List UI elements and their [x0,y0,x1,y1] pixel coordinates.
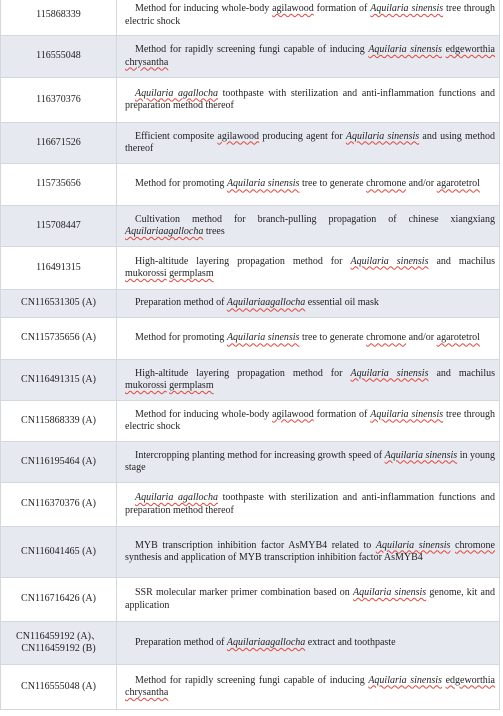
patent-title-cell: Aquilaria agallocha toothpaste with sterilization and anti-inflammation functions and preparation method thereof [117,78,500,123]
patent-number-cell: CN115868339 (A) [1,401,117,442]
term: agarotetrol [436,178,480,190]
term: chrysantha [125,56,169,68]
patent-number-cell: CN116491315 (A) [1,360,117,401]
patent-table-body [1,0,500,710]
table-row [1,527,500,578]
table-row [1,78,500,123]
table-row [1,442,500,483]
patent-number-cell: CN116041465 (A) [1,527,117,578]
species-name: Aquilariaagallocha [226,297,306,309]
patent-title-cell: Intercropping planting method for increasing growth speed of Aquilaria sinensis in young stage [117,442,500,483]
species-name: Aquilaria agallocha [135,492,218,503]
patent-title-cell: Method for inducing whole-body agilawood formation of Aquilaria sinensis tree through electric shock [117,0,500,36]
table-row [1,0,500,36]
patent-title-cell: Preparation method of Aquilariaagallocha essential oil mask [117,290,500,318]
species-name: Aquilaria sinensis [370,408,444,420]
species-name: Aquilaria sinensis [368,674,442,686]
species-name: Aquilaria sinensis [370,3,444,14]
term: agarotetrol [436,332,480,344]
patent-title-cell: Method for promoting Aquilaria sinensis tree to generate chromone and/or agarotetrol [117,318,500,360]
patent-number-cell: CN116531305 (A) [1,290,117,318]
term: mukorossi [125,268,167,279]
table-row [1,164,500,206]
species-name: Aquilaria sinensis [350,367,429,379]
species-name: Aquilaria sinensis [384,449,458,461]
term: chrysantha [125,687,169,698]
table-row [1,318,500,360]
patent-number-cell: 115735656 [1,164,117,206]
patent-number-cell: CN115735656 (A) [1,318,117,360]
patent-title-cell: High-altitude layering propagation method for Aquilaria sinensis and machilus mukorossi germplasm [117,247,500,290]
patent-title-cell: SSR molecular marker primer combination based on Aquilaria sinensis genome, kit and application [117,578,500,622]
term: chromone [366,178,407,190]
patent-number-cell: 116491315 [1,247,117,290]
table-row [1,665,500,710]
table-row [1,290,500,318]
patent-number-cell: CN116716426 (A) [1,578,117,622]
patent-number-cell: CN116195464 (A) [1,442,117,483]
table-row [1,578,500,622]
term: agilawood [217,130,260,142]
term: mukorossi [125,380,167,391]
patent-title-cell: Method for rapidly screening fungi capable of inducing Aquilaria sinensis edgeworthia chrysantha [117,36,500,78]
term: chromone [366,332,407,344]
term: chromone [455,539,495,551]
term: germplasm [169,380,214,391]
patent-title-cell: Aquilaria agallocha toothpaste with sterilization and anti-inflammation functions and preparation method thereof [117,483,500,527]
patent-title-cell: Method for inducing whole-body agilawood formation of Aquilaria sinensis tree through electric shock [117,401,500,442]
patent-number-cell: 115708447 [1,206,117,247]
patent-number-cell: CN116555048 (A) [1,665,117,710]
term: edgeworthia [445,44,495,55]
table-row [1,360,500,401]
patent-title-cell: Method for rapidly screening fungi capable of inducing Aquilaria sinensis edgeworthia chrysantha [117,665,500,710]
patent-number-cell: CN116370376 (A) [1,483,117,527]
table-row [1,36,500,78]
table-row [1,401,500,442]
table-row [1,206,500,247]
patent-title-cell: MYB transcription inhibition factor AsMYB4 related to Aquilaria sinensis chromone synthesis and application of MYB transcription inhibition factor AsMYB4 [117,527,500,578]
patent-number-cell: CN116459192 (A)、CN116459192 (B) [1,622,117,665]
species-name: Aquilaria sinensis [352,587,427,598]
patent-number-cell: 116671526 [1,123,117,164]
table-row [1,483,500,527]
patent-number-cell: 116370376 [1,78,117,123]
species-name: Aquilariaagallocha [226,636,306,648]
term: germplasm [169,268,214,279]
species-name: Aquilaria sinensis [375,539,451,551]
species-name: Aquilaria sinensis [345,130,420,142]
patent-title-cell: Cultivation method for branch-pulling propagation of chinese xiangxiang Aquilariaagallocha trees [117,206,500,247]
table-row [1,622,500,665]
species-name: Aquilaria sinensis [226,332,300,344]
species-name: Aquilaria sinensis [350,255,429,267]
patent-number-cell: 115868339 [1,0,117,36]
patent-number-cell: 116555048 [1,36,117,78]
species-name: Aquilariaagallocha [125,226,204,237]
table-row [1,247,500,290]
patent-title-cell: Preparation method of Aquilariaagallocha extract and toothpaste [117,622,500,665]
term: agilawood [272,408,314,420]
species-name: Aquilaria sinensis [226,178,300,190]
table-row [1,123,500,164]
term: edgeworthia [445,674,495,686]
patent-title-cell: Method for promoting Aquilaria sinensis tree to generate chromone and/or agarotetrol [117,164,500,206]
species-name: Aquilaria agallocha [135,87,218,99]
patent-title-cell: High-altitude layering propagation method for Aquilaria sinensis and machilus mukorossi germplasm [117,360,500,401]
patent-title-cell: Efficient composite agilawood producing agent for Aquilaria sinensis and using method thereof [117,123,500,164]
term: agilawood [272,3,314,14]
species-name: Aquilaria sinensis [368,44,442,55]
